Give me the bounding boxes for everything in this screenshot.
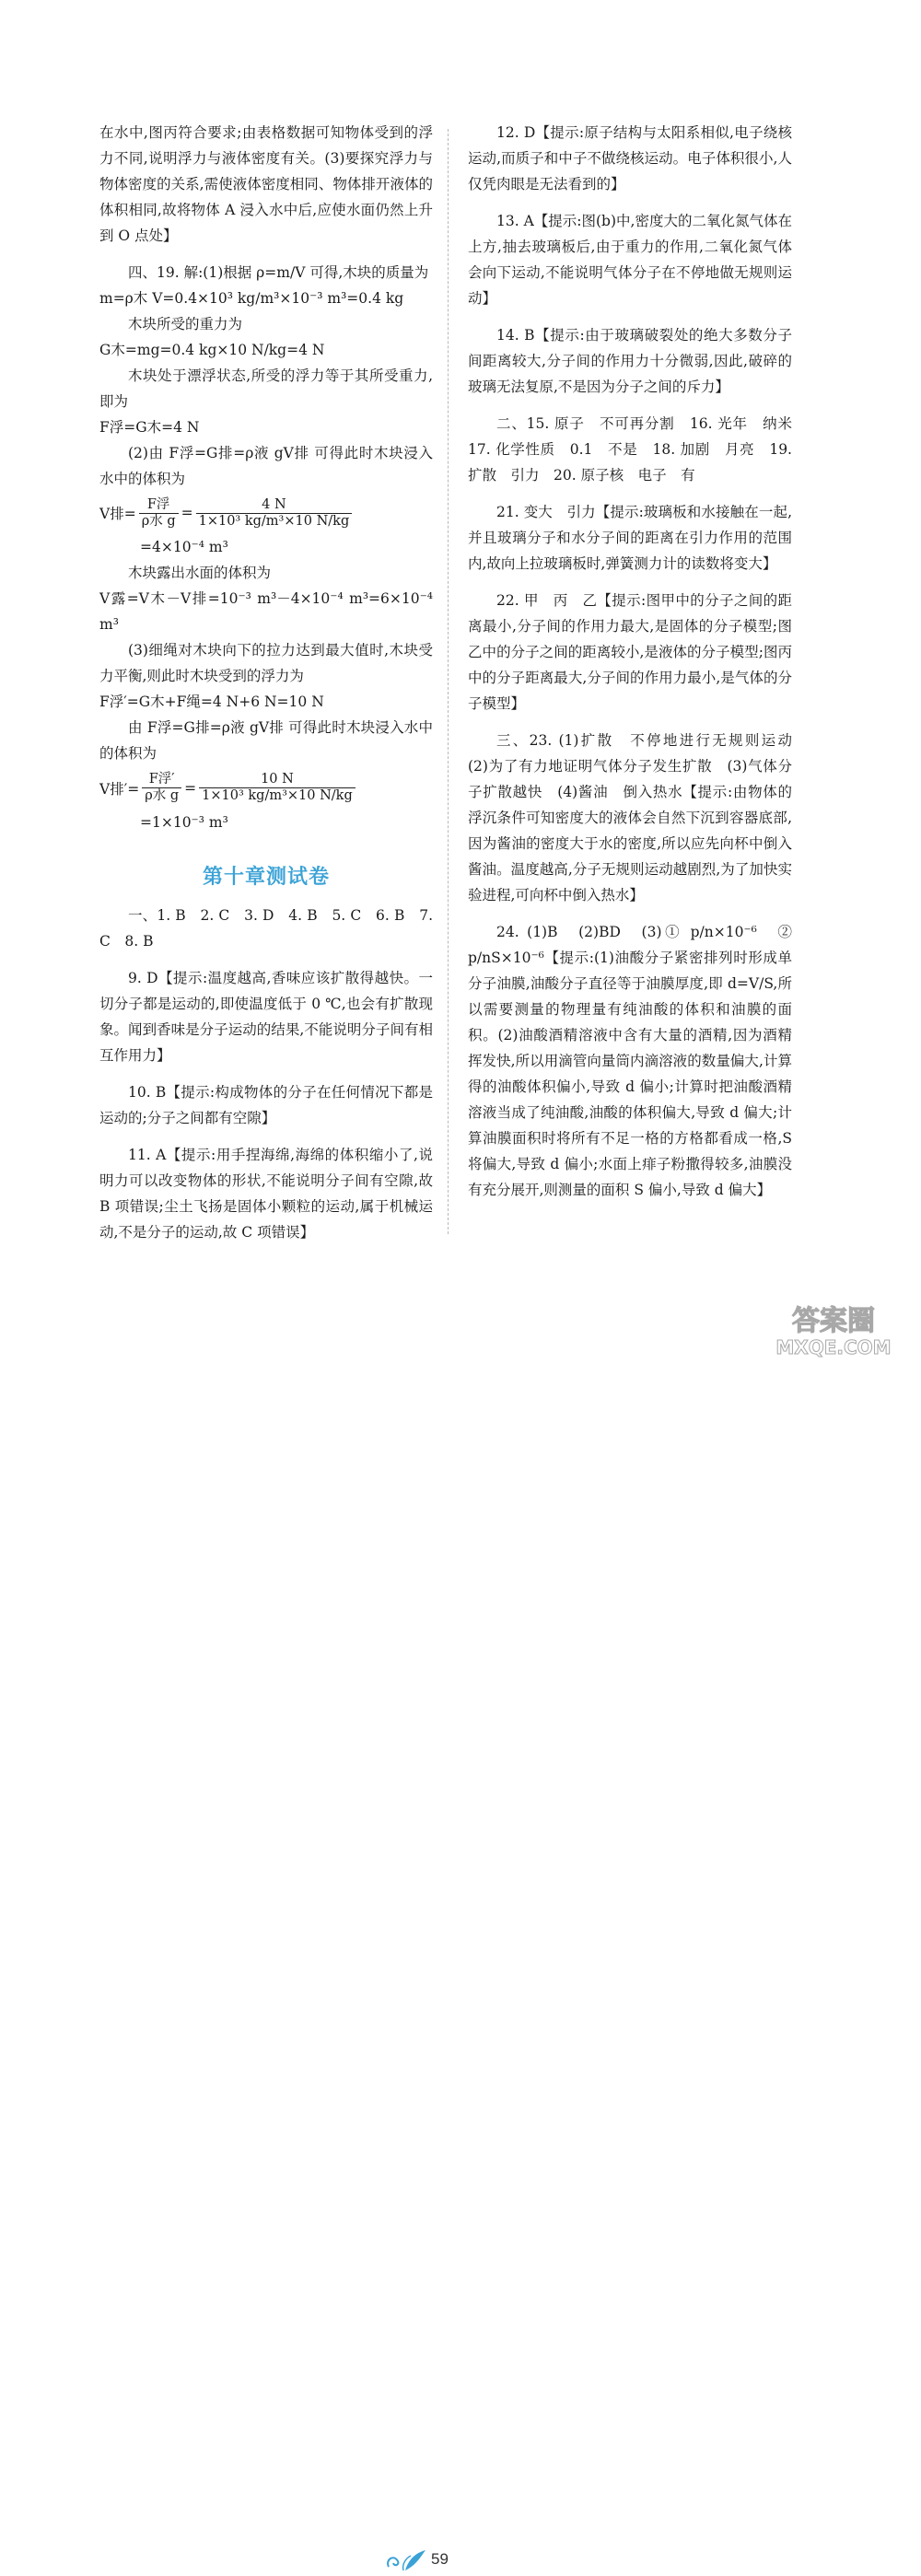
submerged-volume-result-2: =1×10⁻³ m³: [140, 813, 228, 831]
answer-10: 10. B【提示:构成物体的分子在任何情况下都是运动的;分子之间都有空隙】: [99, 1083, 433, 1126]
volume-lhs: V排=: [99, 506, 136, 523]
answer-21: 21. 变大 引力【提示:玻璃板和水接触在一起,并且玻璃分子和水分子间的距离在引力作用的范围内,故向上拉玻璃板时,弹簧测力计的读数将变大】: [468, 504, 792, 572]
answer-14: 14. B【提示:由于玻璃破裂处的绝大多数分子间距离较大,分子间的作用力十分微弱,因此,破碎的玻璃无法复原,不是因为分子之间的斥力】: [468, 327, 792, 395]
answer-24: 24. (1)B (2)BD (3)① p/n×10⁻⁶ ② p/nS×10⁻⁶【提示:(1)油酸分子紧密排列时形成单分子油膜,油酸分子直径等于油膜厚度,即 d=V/S,所以需要测量的物理量有纯油酸的体积和油膜的面积。(2)油酸酒精溶液中含有大量的酒精,因为酒精挥发快,所以用滴管向量筒内滴溶液的数量偏大,计算得的油酸体积偏小,导致 d 偏小;计算时把油酸酒精溶液当成了纯油酸,油酸的体积偏大,导致 d 偏大;计算油膜面积时将所有不足一格的方格都看成一格,S 将偏大,导致 d 偏小;水面上痱子粉撒得较多,油膜没有充分展开,则测量的面积 S 偏小,导致 d 偏大】: [468, 924, 792, 1198]
floating-statement: 木块处于漂浮状态,所受的浮力等于其所受重力,即为: [99, 367, 433, 410]
page-number: 59: [431, 2550, 449, 2568]
answer-13: 13. A【提示:图(b)中,密度大的二氧化氮气体在上方,抽去玻璃板后,由于重力的作用,二氧化氮气体会向下运动,不能说明气体分子在不停地做无规则运动】: [468, 213, 792, 307]
fraction-numeric-2: $\frac{10 N}{\text{1×10³ kg/m³×10 N/kg}}$: [199, 772, 356, 803]
weight-label: 木块所受的重力为: [128, 316, 243, 332]
answers-15-20: 二、15. 原子 不可再分割 16. 光年 纳米 17. 化学性质 0.1 不是 18. 加剧 月亮 19. 扩散 引力 20. 原子核 电子 有: [468, 415, 807, 484]
svg-text:答案圈: 答案圈: [792, 1305, 875, 1337]
buoyancy-equation: F浮=G木=4 N: [99, 419, 200, 436]
part-3-intro: (3)细绳对木块向下的拉力达到最大值时,木块受力平衡,则此时木块受到的浮力为: [99, 642, 433, 685]
svg-text:MXQE.COM: MXQE.COM: [775, 1336, 892, 1358]
submerged-volume-result: =4×10⁻⁴ m³: [140, 539, 228, 556]
answer-23: 三、23. (1)扩散 不停地进行无规则运动 (2)为了有力地证明气体分子发生扩散 (3)气体分子扩散越快 (4)酱油 倒入热水【提示:由物体的浮沉条件可知密度大的液体会自然下沉到容器底部,因为酱油的密度大于水的密度,所以应先向杯中倒入酱油。温度越高,分子无规则运动越剧烈,为了加快实验进程,可向杯中倒入热水】: [468, 732, 807, 903]
chapter-10-test-title: 第十章测试卷: [202, 865, 330, 889]
part-3-volume-intro: 由 F浮=G排=ρ液 gV排 可得此时木块浸入水中的体积为: [99, 719, 433, 763]
part-2-intro: (2)由 F浮=G排=ρ液 gV排 可得此时木块浸入水中的体积为: [99, 445, 433, 487]
answer-11: 11. A【提示:用手捏海绵,海绵的体积缩小了,说明力可以改变物体的形状,不能说明分子间有空隙,故 B 项错误;尘土飞扬是固体小颗粒的运动,属于机械运动,不是分子的运动,故 C 项错误】: [99, 1146, 433, 1241]
exposed-volume-equation: V露=V木－V排=10⁻³ m³－4×10⁻⁴ m³=6×10⁻⁴ m³: [99, 590, 433, 634]
watermark-logo: [755, 1299, 912, 1361]
exposed-volume-label: 木块露出水面的体积为: [128, 565, 272, 582]
answer-19-intro: 四、19. 解:(1)根据 ρ=m/V 可得,木块的质量为: [128, 264, 429, 281]
max-buoyancy-equation: F浮′=G木+F绳=4 N+6 N=10 N: [99, 694, 324, 711]
multiple-choice-answers: 一、1. B 2. C 3. D 4. B 5. C 6. B 7. C 8. B: [99, 906, 433, 950]
answer-12: 12. D【提示:原子结构与太阳系相似,电子绕核运动,而质子和中子不做绕核运动。电子体积很小,人仅凭肉眼是无法看到的】: [468, 124, 792, 192]
answer-22: 22. 甲 丙 乙【提示:图甲中的分子之间的距离最小,分子间的作用力最大,是固体的分子模型;图乙中的分子之间的距离较小,是液体的分子模型;图丙中的分子距离最大,分子间的作用力最小,是气体的分子模型】: [468, 592, 792, 712]
volume-lhs-2: V排′=: [99, 780, 140, 798]
fraction-numeric: $\frac{4 N}{\text{1×10³ kg/m³×10 N/kg}}$: [196, 497, 353, 529]
weight-equation: G木=mg=0.4 kg×10 N/kg=4 N: [99, 342, 325, 358]
column-divider: [448, 129, 449, 1234]
right-column: [468, 120, 807, 1203]
mass-equation: m=ρ木 V=0.4×10³ kg/m³×10⁻³ m³=0.4 kg: [99, 290, 404, 307]
submerged-volume-equation: V排= $\frac{\text{F浮}}{\text{ρ水 g}}$ = $\frac{4 N}{\text{1×10³ kg/m³×10 N/kg}}$: [99, 497, 433, 529]
fraction-buoyancy-over-density: $\frac{\text{F浮}}{\text{ρ水 g}}$: [139, 497, 179, 529]
submerged-volume-equation-2: V排′= $\frac{\text{F浮′}}{\text{ρ水 g}}$ = $\frac{10 N}{\text{1×10³ kg/m³×10 N/kg}}$: [99, 772, 433, 803]
swirl-ornament-icon: [383, 2547, 429, 2576]
answer-9: 9. D【提示:温度越高,香味应该扩散得越快。一切分子都是运动的,即使温度低于 0 ℃,也会有扩散现象。闻到香味是分子运动的结果,不能说明分子间有相互作用力】: [99, 969, 433, 1064]
answer-18-continued: 在水中,图丙符合要求;由表格数据可知物体受到的浮力不同,说明浮力与液体密度有关。(3)要探究浮力与物体密度的关系,需使液体密度相同、物体排开液体的体积相同,故将物体 A 浸入水中后,应使水面仍然上升到 O 点处】: [99, 124, 433, 244]
fraction-buoyancy-over-density-2: $\frac{\text{F浮′}}{\text{ρ水 g}}$: [142, 772, 181, 803]
left-column: [99, 120, 433, 1245]
